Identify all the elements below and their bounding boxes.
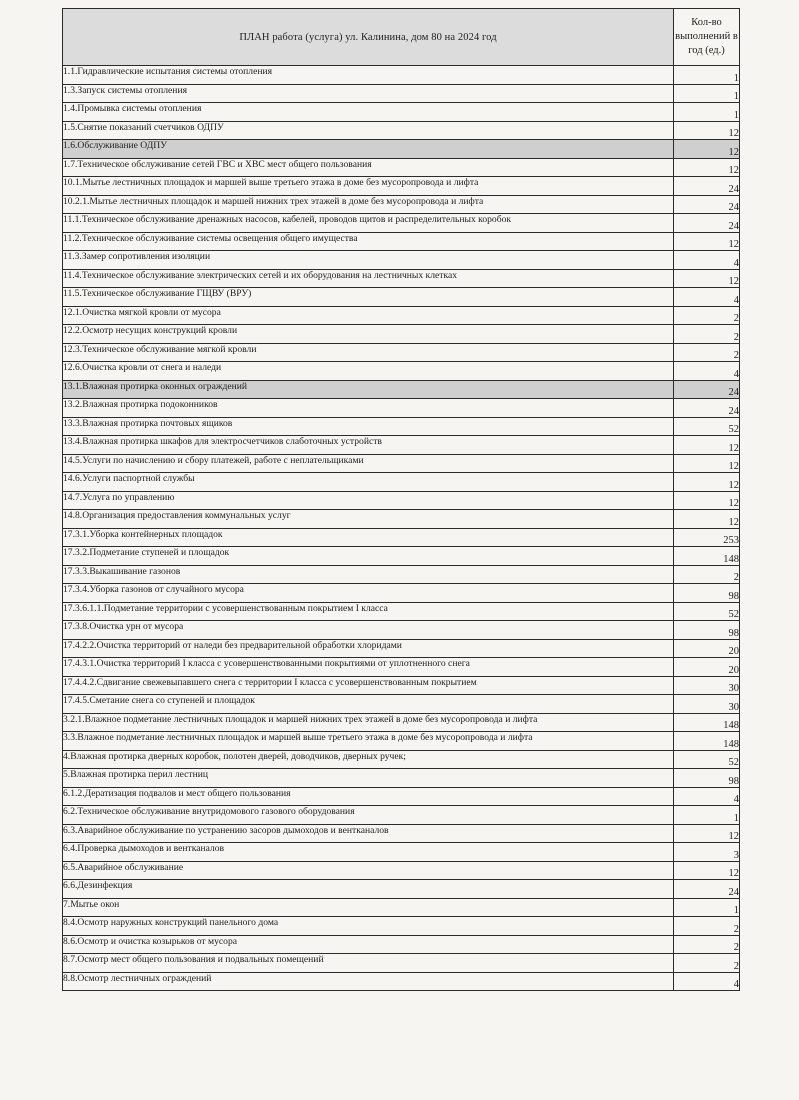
- work-item-quantity: 4: [674, 251, 740, 270]
- work-item-quantity: 1: [674, 84, 740, 103]
- work-item-name: 17.4.3.1.Очистка территорий I класса с усовершенствованными покрытиями от уплотненного снега: [63, 658, 674, 677]
- work-item-name: 1.1.Гидравлические испытания системы отопления: [63, 66, 674, 85]
- work-item-quantity: 148: [674, 547, 740, 566]
- work-item-quantity: 12: [674, 232, 740, 251]
- work-item-quantity: 12: [674, 436, 740, 455]
- plan-table: [62, 8, 740, 991]
- table-row: [63, 491, 740, 510]
- work-item-name: 12.2.Осмотр несущих конструкций кровли: [63, 325, 674, 344]
- work-item-name: 11.1.Техническое обслуживание дренажных насосов, кабелей, проводов щитов и распределительных коробок: [63, 214, 674, 233]
- table-row: [63, 510, 740, 529]
- work-item-name: 12.3.Техническое обслуживание мягкой кровли: [63, 343, 674, 362]
- work-item-name: 11.3.Замер сопротивления изоляции: [63, 251, 674, 270]
- work-item-quantity: 12: [674, 510, 740, 529]
- table-row: [63, 658, 740, 677]
- table-row: [63, 232, 740, 251]
- work-item-quantity: 12: [674, 491, 740, 510]
- table-row: [63, 547, 740, 566]
- work-item-name: 5.Влажная протирка перил лестниц: [63, 769, 674, 788]
- table-row: [63, 621, 740, 640]
- work-item-name: 6.3.Аварийное обслуживание по устранению засоров дымоходов и вентканалов: [63, 824, 674, 843]
- work-item-quantity: 52: [674, 602, 740, 621]
- table-row: [63, 473, 740, 492]
- work-item-name: 17.3.2.Подметание ступеней и площадок: [63, 547, 674, 566]
- column-header-quantity: [674, 9, 740, 66]
- table-row: [63, 436, 740, 455]
- work-item-quantity: 12: [674, 158, 740, 177]
- work-item-quantity: 12: [674, 824, 740, 843]
- table-title: ПЛАН работа (услуга) ул. Калинина, дом 80 на 2024 год: [63, 9, 674, 66]
- table-row: [63, 140, 740, 159]
- work-item-name: 17.4.5.Сметание снега со ступеней и площадок: [63, 695, 674, 714]
- table-row: [63, 362, 740, 381]
- work-item-name: 1.4.Промывка системы отопления: [63, 103, 674, 122]
- work-item-name: 17.4.2.2.Очистка территорий от наледи без предварительной обработки хлоридами: [63, 639, 674, 658]
- work-item-name: 17.3.6.1.1.Подметание территории с усовершенствованным покрытием I класса: [63, 602, 674, 621]
- work-item-name: 10.1.Мытье лестничных площадок и маршей выше третьего этажа в доме без мусоропровода и лифта: [63, 177, 674, 196]
- table-row: [63, 84, 740, 103]
- work-item-quantity: 253: [674, 528, 740, 547]
- work-item-name: 17.3.1.Уборка контейнерных площадок: [63, 528, 674, 547]
- work-item-quantity: 2: [674, 306, 740, 325]
- table-row: [63, 676, 740, 695]
- work-item-name: 1.7.Техническое обслуживание сетей ГВС и ХВС мест общего пользования: [63, 158, 674, 177]
- table-row: [63, 880, 740, 899]
- work-item-name: 6.5.Аварийное обслуживание: [63, 861, 674, 880]
- work-item-quantity: 4: [674, 787, 740, 806]
- table-row: [63, 158, 740, 177]
- work-item-name: 13.1.Влажная протирка оконных ограждений: [63, 380, 674, 399]
- table-row: [63, 177, 740, 196]
- work-item-quantity: 3: [674, 843, 740, 862]
- work-item-quantity: 20: [674, 658, 740, 677]
- table-row: [63, 399, 740, 418]
- work-item-quantity: 2: [674, 343, 740, 362]
- work-item-quantity: 12: [674, 269, 740, 288]
- work-item-name: 13.3.Влажная протирка почтовых ящиков: [63, 417, 674, 436]
- table-row: [63, 528, 740, 547]
- work-item-quantity: 12: [674, 121, 740, 140]
- work-item-quantity: 30: [674, 695, 740, 714]
- work-item-quantity: 2: [674, 954, 740, 973]
- table-row: [63, 251, 740, 270]
- table-row: [63, 269, 740, 288]
- work-item-name: 12.1.Очистка мягкой кровли от мусора: [63, 306, 674, 325]
- table-row: [63, 695, 740, 714]
- work-item-name: 17.3.4.Уборка газонов от случайного мусора: [63, 584, 674, 603]
- work-item-name: 6.2.Техническое обслуживание внутридомового газового оборудования: [63, 806, 674, 825]
- work-item-quantity: 1: [674, 103, 740, 122]
- work-item-quantity: 98: [674, 584, 740, 603]
- work-item-name: 8.6.Осмотр и очистка козырьков от мусора: [63, 935, 674, 954]
- table-row: [63, 565, 740, 584]
- work-item-name: 14.5.Услуги по начислению и сбору платежей, работе с неплательщиками: [63, 454, 674, 473]
- work-item-quantity: 24: [674, 380, 740, 399]
- work-item-name: 10.2.1.Мытье лестничных площадок и маршей нижних трех этажей в доме без мусоропровода и лифта: [63, 195, 674, 214]
- work-item-quantity: 12: [674, 454, 740, 473]
- table-row: [63, 121, 740, 140]
- table-row: [63, 343, 740, 362]
- table-row: [63, 750, 740, 769]
- work-item-quantity: 98: [674, 621, 740, 640]
- column-header-quantity-line: выполнений в: [675, 31, 738, 42]
- work-item-name: 1.5.Снятие показаний счетчиков ОДПУ: [63, 121, 674, 140]
- work-item-name: 17.3.3.Выкашивание газонов: [63, 565, 674, 584]
- table-row: [63, 972, 740, 991]
- work-item-name: 11.4.Техническое обслуживание электрических сетей и их оборудования на лестничных клетках: [63, 269, 674, 288]
- table-row: [63, 769, 740, 788]
- table-row: [63, 787, 740, 806]
- work-item-name: 13.4.Влажная протирка шкафов для электросчетчиков слаботочных устройств: [63, 436, 674, 455]
- table-row: [63, 935, 740, 954]
- work-item-quantity: 4: [674, 288, 740, 307]
- table-body: [63, 66, 740, 991]
- work-item-quantity: 4: [674, 362, 740, 381]
- work-item-quantity: 1: [674, 898, 740, 917]
- work-item-name: 3.3.Влажное подметание лестничных площадок и маршей выше третьего этажа в доме без мусоропровода и лифта: [63, 732, 674, 751]
- work-item-quantity: 2: [674, 917, 740, 936]
- table-row: [63, 954, 740, 973]
- table-row: [63, 639, 740, 658]
- work-item-quantity: 12: [674, 861, 740, 880]
- work-item-quantity: 24: [674, 880, 740, 899]
- work-item-name: 8.7.Осмотр мест общего пользования и подвальных помещений: [63, 954, 674, 973]
- column-header-quantity-line: год (ед.): [688, 45, 725, 56]
- table-row: [63, 214, 740, 233]
- work-item-name: 3.2.1.Влажное подметание лестничных площадок и маршей нижних трех этажей в доме без мусоропровода и лифта: [63, 713, 674, 732]
- work-item-name: 14.6.Услуги паспортной службы: [63, 473, 674, 492]
- table-row: [63, 602, 740, 621]
- work-item-quantity: 12: [674, 473, 740, 492]
- work-item-quantity: 148: [674, 713, 740, 732]
- work-item-quantity: 24: [674, 399, 740, 418]
- work-item-quantity: 20: [674, 639, 740, 658]
- work-item-quantity: 52: [674, 750, 740, 769]
- work-item-quantity: 1: [674, 66, 740, 85]
- work-item-quantity: 2: [674, 325, 740, 344]
- work-item-name: 14.8.Организация предоставления коммунальных услуг: [63, 510, 674, 529]
- work-item-name: 1.3.Запуск системы отопления: [63, 84, 674, 103]
- work-item-quantity: 24: [674, 177, 740, 196]
- table-row: [63, 380, 740, 399]
- table-row: [63, 806, 740, 825]
- work-item-quantity: 1: [674, 806, 740, 825]
- table-row: [63, 898, 740, 917]
- column-header-quantity-line: Кол-во: [691, 17, 722, 28]
- work-item-quantity: 2: [674, 935, 740, 954]
- work-item-name: 17.4.4.2.Сдвигание свежевыпавшего снега с территории I класса с усовершенствованным покрытием: [63, 676, 674, 695]
- table-row: [63, 843, 740, 862]
- work-item-name: 6.4.Проверка дымоходов и вентканалов: [63, 843, 674, 862]
- work-item-quantity: 148: [674, 732, 740, 751]
- table-row: [63, 824, 740, 843]
- table-row: [63, 917, 740, 936]
- table-row: [63, 103, 740, 122]
- table-row: [63, 713, 740, 732]
- table-row: [63, 454, 740, 473]
- work-item-name: 8.8.Осмотр лестничных ограждений: [63, 972, 674, 991]
- work-item-name: 8.4.Осмотр наружных конструкций панельного дома: [63, 917, 674, 936]
- table-header-row: [63, 9, 740, 66]
- work-item-name: 6.6.Дезинфекция: [63, 880, 674, 899]
- work-item-quantity: 12: [674, 140, 740, 159]
- work-item-quantity: 98: [674, 769, 740, 788]
- work-item-quantity: 52: [674, 417, 740, 436]
- table-row: [63, 732, 740, 751]
- table-row: [63, 66, 740, 85]
- work-item-name: 17.3.8.Очистка урн от мусора: [63, 621, 674, 640]
- table-row: [63, 306, 740, 325]
- work-item-name: 13.2.Влажная протирка подоконников: [63, 399, 674, 418]
- table-row: [63, 325, 740, 344]
- work-item-quantity: 24: [674, 195, 740, 214]
- work-item-name: 4.Влажная протирка дверных коробок, полотен дверей, доводчиков, дверных ручек;: [63, 750, 674, 769]
- work-item-name: 1.6.Обслуживание ОДПУ: [63, 140, 674, 159]
- work-item-quantity: 2: [674, 565, 740, 584]
- table-row: [63, 417, 740, 436]
- work-item-quantity: 30: [674, 676, 740, 695]
- work-item-name: 11.5.Техническое обслуживание ГЩВУ (ВРУ): [63, 288, 674, 307]
- work-item-quantity: 24: [674, 214, 740, 233]
- table-row: [63, 584, 740, 603]
- table-row: [63, 861, 740, 880]
- work-item-name: 12.6.Очистка кровли от снега и наледи: [63, 362, 674, 381]
- work-item-quantity: 4: [674, 972, 740, 991]
- table-row: [63, 195, 740, 214]
- work-item-name: 6.1.2.Дератизация подвалов и мест общего пользования: [63, 787, 674, 806]
- work-item-name: 11.2.Техническое обслуживание системы освещения общего имущества: [63, 232, 674, 251]
- table-row: [63, 288, 740, 307]
- work-item-name: 7.Мытье окон: [63, 898, 674, 917]
- work-item-name: 14.7.Услуга по управлению: [63, 491, 674, 510]
